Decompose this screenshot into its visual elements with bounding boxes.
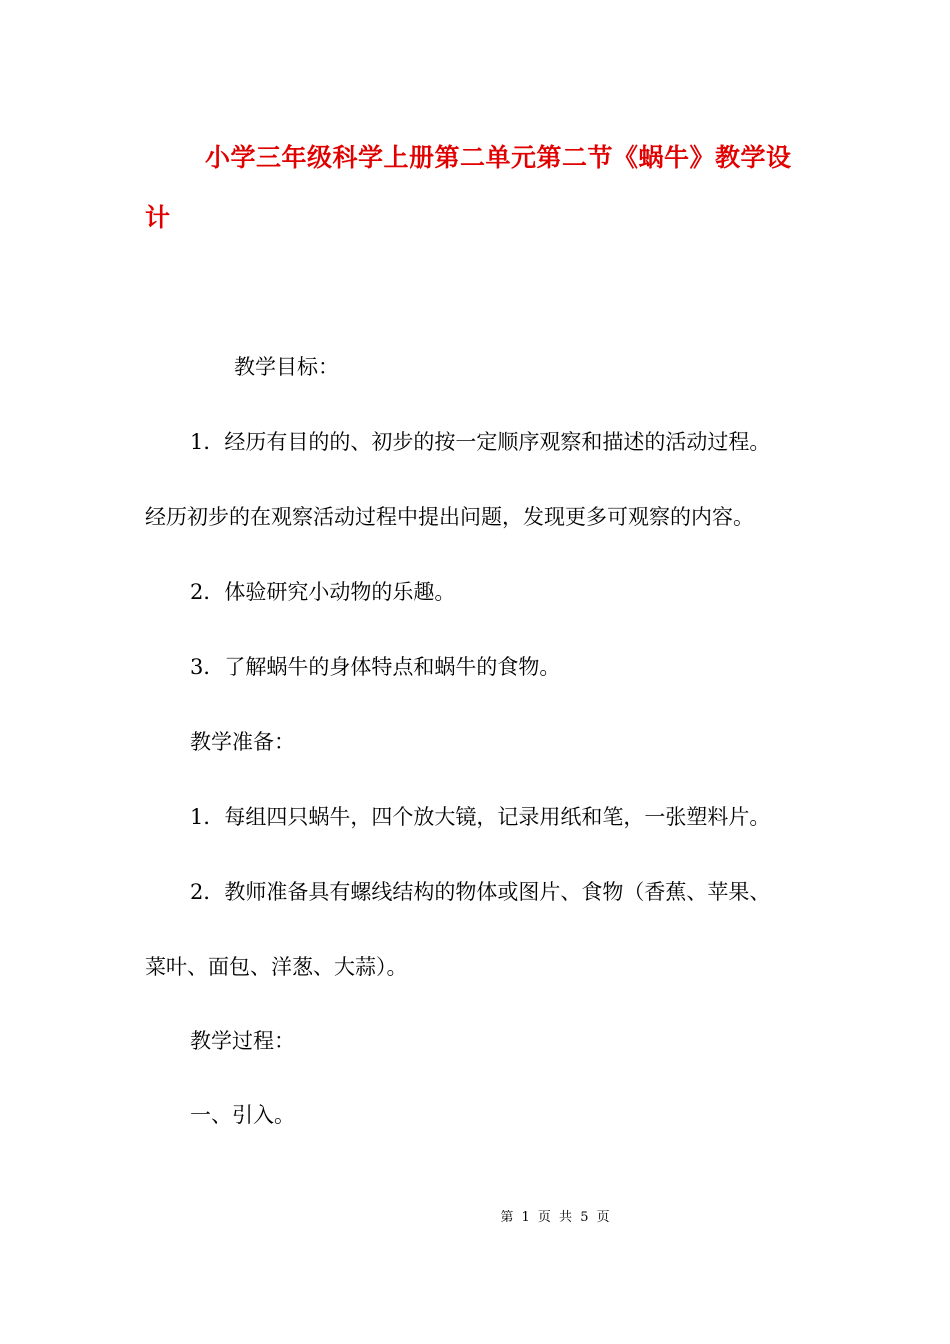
preparation-item-2-line-1: 2．教师准备具有螺线结构的物体或图片、食物（香蕉、苹果、 bbox=[190, 880, 771, 904]
preparation-item-1: 1．每组四只蜗牛，四个放大镜，记录用纸和笔，一张塑料片。 bbox=[190, 805, 771, 829]
page-number-footer: 第 1 页 共 5 页 bbox=[500, 1210, 610, 1225]
preparation-item-2-line-2: 菜叶、面包、洋葱、大蒜）。 bbox=[145, 955, 408, 979]
preparation-heading: 教学准备： bbox=[190, 730, 295, 754]
objective-item-3: 3．了解蜗牛的身体特点和蜗牛的食物。 bbox=[190, 655, 561, 679]
objective-item-1-line-1: 1．经历有目的的、初步的按一定顺序观察和描述的活动过程。 bbox=[190, 430, 771, 454]
objective-item-1-line-2: 经历初步的在观察活动过程中提出问题，发现更多可观察的内容。 bbox=[145, 505, 754, 529]
document-title: 小学三年级科学上册第二单元第二节《蜗牛》教学设计 bbox=[145, 143, 792, 232]
objective-item-2: 2．体验研究小动物的乐趣。 bbox=[190, 580, 456, 604]
process-step-1: 一、引入。 bbox=[190, 1103, 295, 1127]
process-heading: 教学过程： bbox=[190, 1029, 295, 1053]
objectives-heading: 教学目标： bbox=[234, 355, 339, 379]
